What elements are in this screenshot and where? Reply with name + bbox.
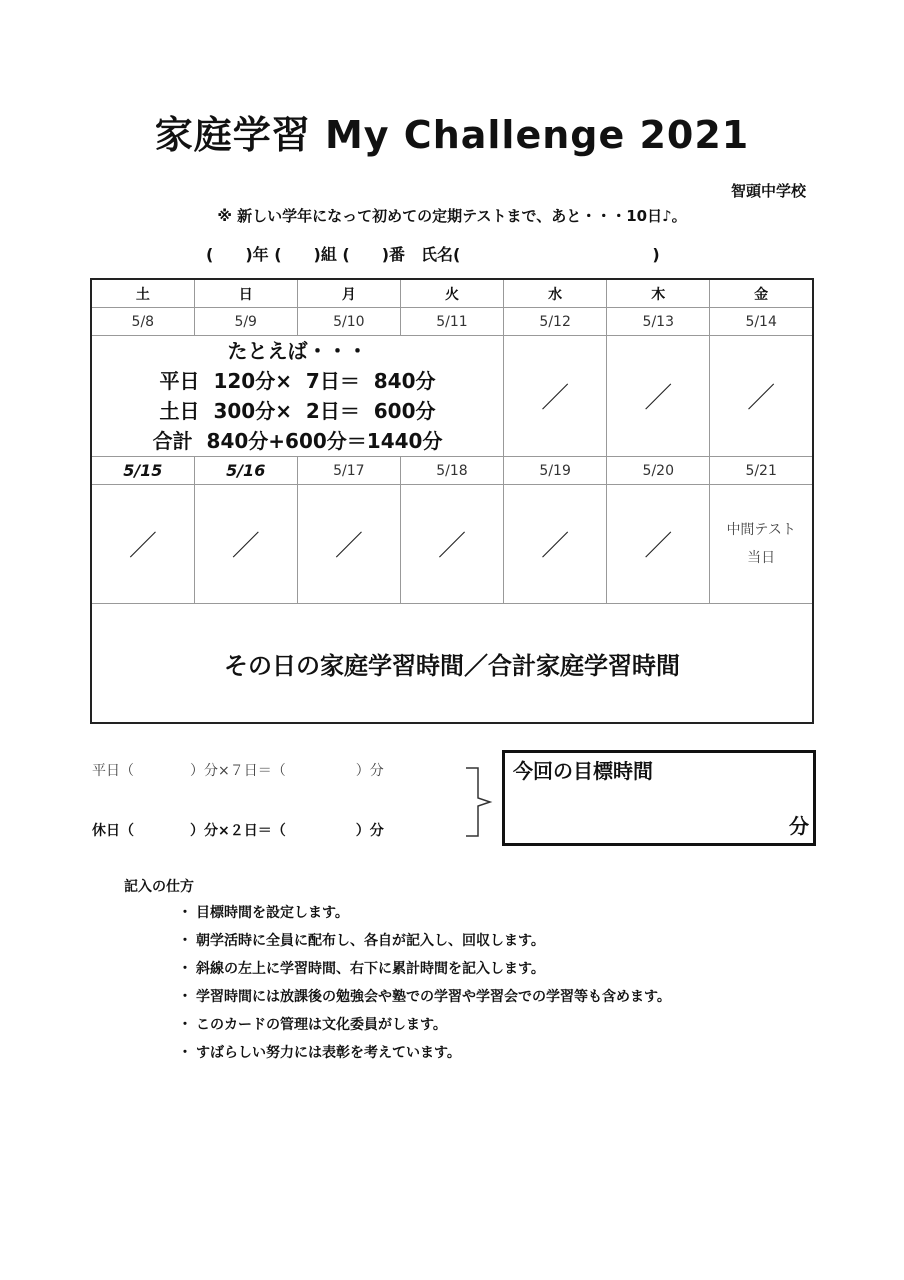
goal-unit: 分: [789, 814, 809, 838]
entry-cell-slash[interactable]: ／: [194, 485, 297, 604]
student-info-line: ( )年 ( )組 ( )番 氏名( ): [206, 245, 660, 264]
calendar-table: [90, 278, 814, 724]
entry-cell-slash[interactable]: ／: [91, 485, 194, 604]
date-cell: 5/15: [91, 457, 194, 485]
entry-cell-slash[interactable]: ／: [607, 485, 710, 604]
entry-cell-slash[interactable]: ／: [400, 485, 503, 604]
date-cell: 5/16: [194, 457, 297, 485]
list-item: ・ 斜線の左上に学習時間、右下に累計時間を記入します。: [178, 958, 671, 986]
list-item: ・ 朝学活時に全員に配布し、各自が記入し、回収します。: [178, 930, 671, 958]
date-cell: 5/21: [710, 457, 813, 485]
entry-cell-slash[interactable]: ／: [297, 485, 400, 604]
list-item: ・ 学習時間には放課後の勉強会や塾での学習や学習会での学習等も含めます。: [178, 986, 671, 1014]
week2-entry-row: [91, 485, 813, 604]
day-mon: 月: [297, 279, 400, 308]
date-cell: 5/11: [400, 308, 503, 336]
page-title: 家庭学習 My Challenge 2021: [154, 113, 750, 157]
entry-cell-slash[interactable]: ／: [504, 336, 607, 457]
day-sat: 土: [91, 279, 194, 308]
date-cell: 5/13: [607, 308, 710, 336]
example-line-4: 合計 840分+600分＝1440分: [152, 429, 443, 453]
goal-box[interactable]: [502, 750, 816, 846]
test-day-cell: [710, 485, 813, 604]
school-name: 智頭中学校: [730, 182, 806, 200]
entry-cell-slash[interactable]: ／: [504, 485, 607, 604]
weekday-header-row: [91, 279, 813, 308]
holiday-calc[interactable]: 休日（ ）分×２日＝（ ）分: [92, 823, 384, 839]
example-line-1: たとえば・・・: [227, 339, 368, 363]
day-sun: 日: [194, 279, 297, 308]
date-cell: 5/19: [504, 457, 607, 485]
brace-icon: [462, 766, 496, 838]
example-line-2: 平日 120分× 7日＝ 840分: [159, 369, 436, 393]
list-item: ・ すばらしい努力には表彰を考えています。: [178, 1042, 671, 1070]
summary-label: その日の家庭学習時間／合計家庭学習時間: [91, 604, 813, 724]
date-cell: 5/8: [91, 308, 194, 336]
test-day-label: 中間テスト: [726, 522, 796, 538]
date-cell: 5/10: [297, 308, 400, 336]
date-cell: 5/9: [194, 308, 297, 336]
day-fri: 金: [710, 279, 813, 308]
date-cell: 5/12: [504, 308, 607, 336]
entry-cell-slash[interactable]: ／: [710, 336, 813, 457]
date-cell: 5/18: [400, 457, 503, 485]
summary-row: [91, 604, 813, 724]
entry-cell-slash[interactable]: ／: [607, 336, 710, 457]
week2-date-row: [91, 457, 813, 485]
goal-label: 今回の目標時間: [513, 759, 653, 783]
date-cell: 5/14: [710, 308, 813, 336]
week1-entry-row: [91, 336, 813, 457]
countdown-note: ※ 新しい学年になって初めての定期テストまで、あと・・・10日♪。: [217, 207, 687, 225]
example-calculation: [91, 336, 504, 457]
test-day-sub: 当日: [747, 550, 776, 566]
day-tue: 火: [400, 279, 503, 308]
week1-date-row: [91, 308, 813, 336]
day-thu: 木: [607, 279, 710, 308]
list-item: ・ 目標時間を設定します。: [178, 902, 671, 930]
date-cell: 5/17: [297, 457, 400, 485]
date-cell: 5/20: [607, 457, 710, 485]
example-line-3: 土日 300分× 2日＝ 600分: [159, 399, 436, 423]
weekday-calc[interactable]: 平日（ ）分×７日＝（ ）分: [92, 763, 384, 779]
instructions-title: 記入の仕方: [124, 879, 194, 895]
instructions-list: [178, 902, 671, 1070]
list-item: ・ このカードの管理は文化委員がします。: [178, 1014, 671, 1042]
day-wed: 水: [504, 279, 607, 308]
